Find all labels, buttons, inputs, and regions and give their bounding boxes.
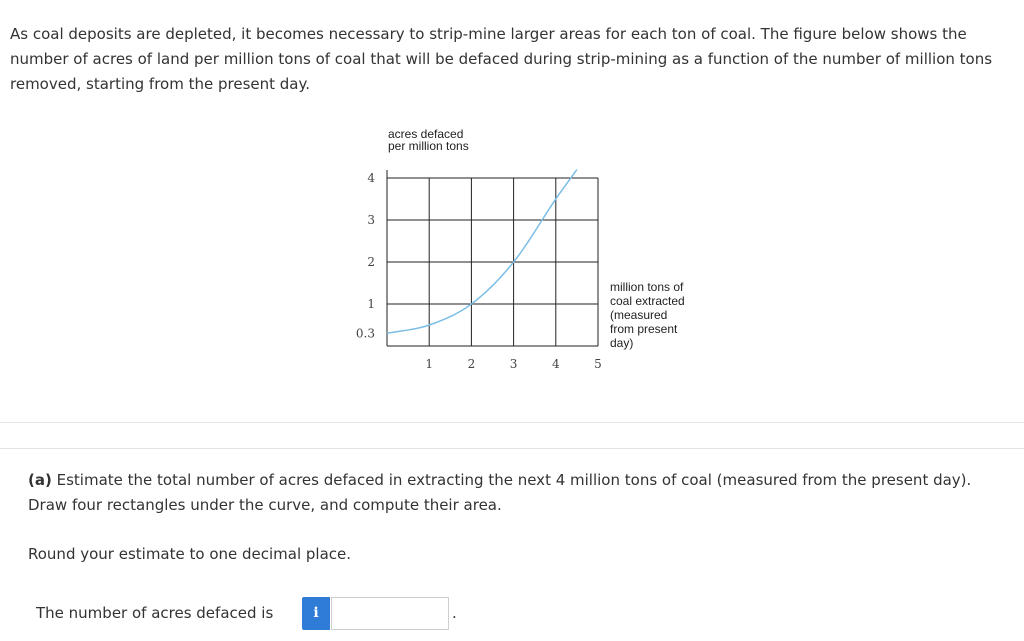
question-body: Estimate the total number of acres defaced in extracting the next 4 million tons of coal (measured from the present day). Draw four rectangles under the curve, and compute their area. [28,471,972,514]
x-tick-label: 5 [594,357,602,371]
y-axis-label: acres defaced [388,127,464,141]
x-axis-label: coal extracted [610,294,685,308]
x-axis-label: day) [610,336,634,350]
x-axis-label: from present [610,322,678,336]
x-axis-label: (measured [610,308,668,322]
data-curve [387,170,577,334]
y-tick-label: 1 [367,297,375,311]
rounding-instruction: Round your estimate to one decimal place. [28,545,352,563]
question-part: (a) [28,471,52,489]
answer-period: . [452,604,457,622]
y-tick-label: 4 [367,171,375,185]
x-tick-label: 1 [425,357,434,371]
answer-input[interactable] [331,597,449,630]
x-tick-label: 4 [551,357,560,371]
y-tick-label: 2 [367,255,375,269]
x-tick-label: 2 [467,357,476,371]
x-tick-label: 3 [509,357,518,371]
info-icon[interactable]: i [302,597,330,630]
x-axis-label: million tons of [610,280,684,294]
y-axis-label: per million tons [388,139,469,153]
chart-curve-layer [387,170,577,334]
problem-intro: As coal deposits are depleted, it becomes necessary to strip-mine larger areas for each ton of coal. The figure below shows the number of acres of land per million tons of coal that will be defaced during strip-mining as a function of the number of million tons removed, starting from the present day. [10,25,993,93]
answer-label: The number of acres defaced is [36,604,274,622]
section-divider [0,448,1024,449]
section-divider [0,422,1024,423]
y-tick-label: 3 [367,213,375,227]
chart-grid [387,170,598,346]
question-text [28,468,1003,518]
y-tick-label: 0.3 [355,326,375,341]
